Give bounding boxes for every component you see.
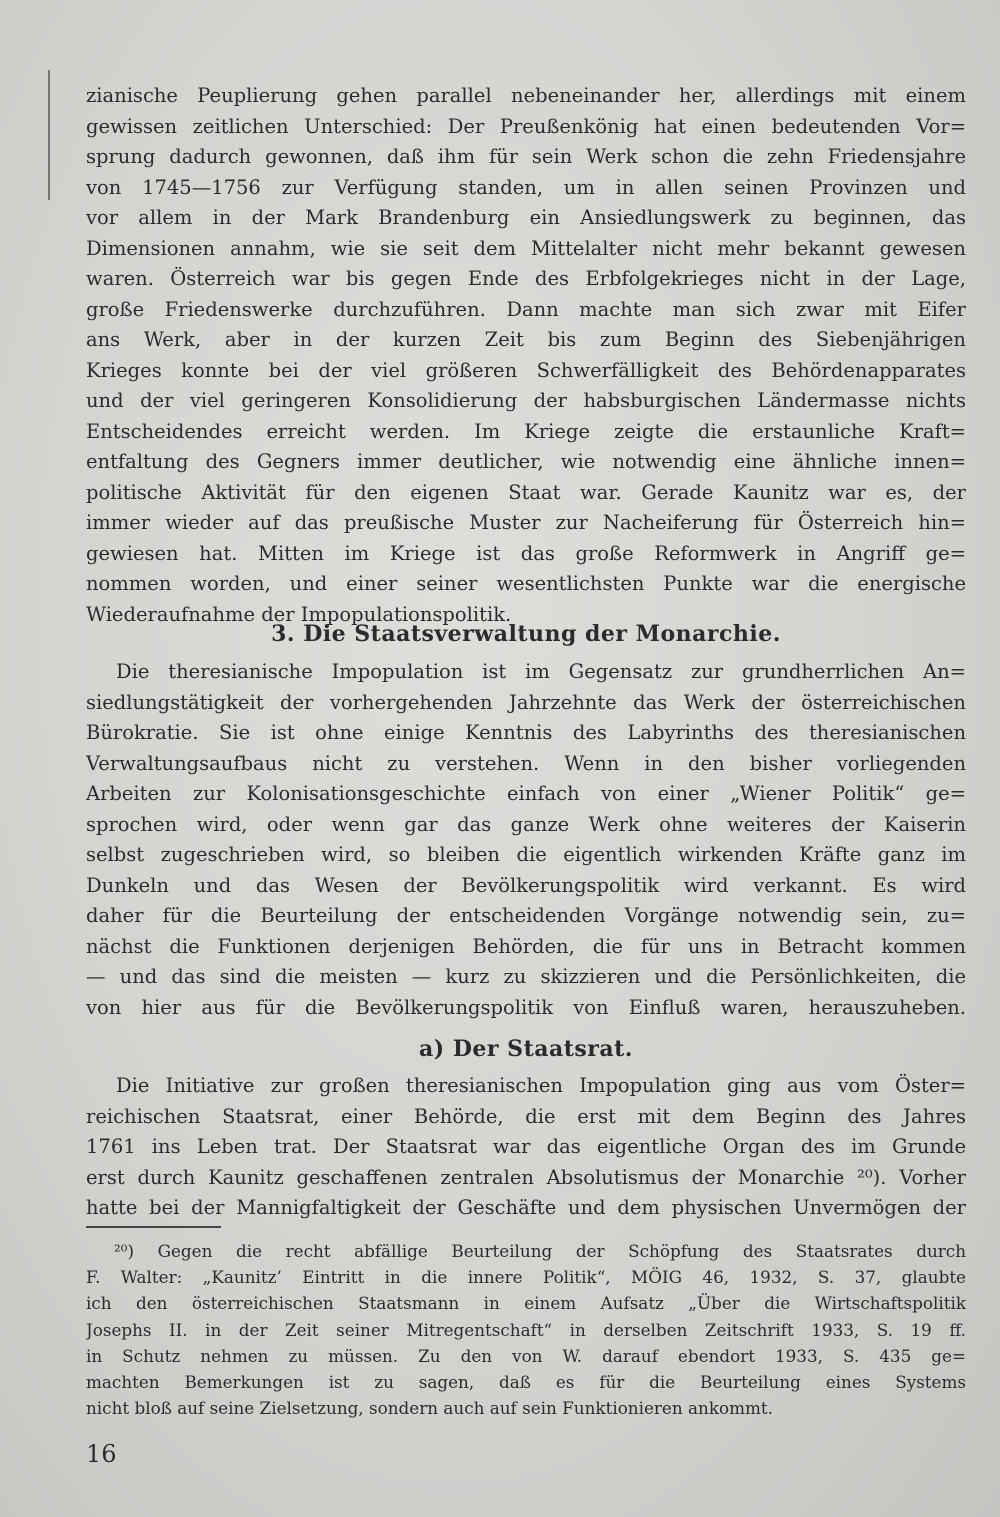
text-line: Arbeiten zur Kolonisationsgeschichte einfach von einer „Wiener Politik“ ge=: [86, 782, 966, 805]
text-line: 1761 ins Leben trat. Der Staatsrat war das eigentliche Organ des im Grunde: [86, 1135, 966, 1158]
footnote-divider: [86, 1226, 221, 1228]
text-line: siedlungstätigkeit der vorhergehenden Jahrzehnte das Werk der österreichischen: [86, 690, 966, 714]
text-line: zianische Peuplierung gehen parallel nebeneinander her, allerdings mit einem: [86, 84, 966, 107]
text-line: waren. Österreich war bis gegen Ende des Erbfolgekrieges nicht in der Lage,: [86, 267, 966, 290]
margin-pencil-mark: [48, 70, 50, 200]
text-line: Verwaltungsaufbaus nicht zu verstehen. Wenn in den bisher vorliegenden: [86, 751, 966, 775]
footnote-line: in Schutz nehmen zu müssen. Zu den von W. darauf ebendort 1933, S. 435 ge=: [86, 1345, 966, 1366]
footnote: [86, 1238, 966, 1421]
footnote-line: F. Walter: „Kaunitz’ Eintritt in die innere Politik“, MÖIG 46, 1932, S. 37, glaubte: [86, 1267, 966, 1288]
body-paragraph-section: [86, 657, 966, 1023]
text-line: Wiederaufnahme der Impopulationspolitik.: [86, 602, 512, 626]
page-number: 16: [86, 1440, 117, 1468]
text-line: reichischen Staatsrat, einer Behörde, die erst mit dem Beginn des Jahres: [86, 1104, 966, 1128]
text-line: Die theresianische Impopulation ist im Gegensatz zur grundherrlichen An=: [116, 660, 966, 683]
text-line: selbst zugeschrieben wird, so bleiben die eigentlich wirkenden Kräfte ganz im: [86, 843, 966, 866]
text-line: nächst die Funktionen derjenigen Behörden, die für uns in Betracht kommen: [86, 934, 966, 958]
text-line: sprung dadurch gewonnen, daß ihm für sein Werk schon die zehn Friedensjahre: [86, 145, 966, 168]
body-paragraph-top: [86, 81, 966, 630]
section-heading: 3. Die Staatsverwaltung der Monarchie.: [271, 621, 781, 647]
text-line: nommen worden, und einer seiner wesentlichsten Punkte war die energische: [86, 572, 966, 595]
text-line: daher für die Beurteilung der entscheidenden Vorgänge notwendig sein, zu=: [86, 904, 966, 927]
text-line: ans Werk, aber in der kurzen Zeit bis zum Beginn des Siebenjährigen: [86, 328, 966, 351]
text-line: gewissen zeitlichen Unterschied: Der Preußenkönig hat einen bedeutenden Vor=: [86, 114, 966, 138]
text-line: Dunkeln und das Wesen der Bevölkerungspolitik wird verkannt. Es wird: [86, 873, 966, 897]
text-line: Entscheidendes erreicht werden. Im Kriege zeigte die erstaunliche Kraft=: [86, 419, 966, 443]
text-line: sprochen wird, oder wenn gar das ganze Werk ohne weiteres der Kaiserin: [86, 812, 966, 836]
subsection-heading: a) Der Staatsrat.: [419, 1036, 633, 1062]
text-line: große Friedenswerke durchzuführen. Dann machte man sich zwar mit Eifer: [86, 297, 966, 321]
text-line: erst durch Kaunitz geschaffenen zentralen Absolutismus der Monarchie ²⁰). Vorher: [86, 1165, 966, 1189]
text-line: entfaltung des Gegners immer deutlicher, wie notwendig eine ähnliche innen=: [86, 450, 966, 473]
text-line: Bürokratie. Sie ist ohne einige Kenntnis des Labyrinths des theresianischen: [86, 721, 966, 744]
text-line: — und das sind die meisten — kurz zu skizzieren und die Persönlichkeiten, die: [86, 965, 966, 988]
text-line: von hier aus für die Bevölkerungspolitik von Einfluß waren, herauszuheben.: [86, 995, 966, 1019]
text-line: Dimensionen annahm, wie sie seit dem Mittelalter nicht mehr bekannt gewesen: [86, 236, 966, 260]
body-paragraph-subsection: [86, 1071, 966, 1224]
text-line: gewiesen hat. Mitten im Kriege ist das große Reformwerk in Angriff ge=: [86, 541, 966, 565]
text-line: Krieges konnte bei der viel größeren Schwerfälligkeit des Behördenapparates: [86, 358, 966, 382]
text-line: politische Aktivität für den eigenen Staat war. Gerade Kaunitz war es, der: [86, 480, 966, 504]
footnote-line: machten Bemerkungen ist zu sagen, daß es für die Beurteilung eines Systems: [86, 1371, 966, 1392]
footnote-line: ich den österreichischen Staatsmann in einem Aufsatz „Über die Wirtschaftspolitik: [86, 1293, 966, 1314]
text-line: von 1745—1756 zur Verfügung standen, um in allen seinen Provinzen und: [86, 175, 966, 199]
footnote-line: nicht bloß auf seine Zielsetzung, sondern auch auf sein Funktionieren ankommt.: [86, 1398, 773, 1419]
text-line: Die Initiative zur großen theresianischen Impopulation ging aus vom Öster=: [116, 1074, 966, 1097]
text-line: hatte bei der Mannigfaltigkeit der Geschäfte und dem physischen Unvermögen der: [86, 1196, 966, 1219]
footnote-line: ²⁰) Gegen die recht abfällige Beurteilung der Schöpfung des Staatsrates durch: [114, 1241, 966, 1261]
text-line: immer wieder auf das preußische Muster zur Nacheiferung für Österreich hin=: [86, 511, 966, 534]
footnote-line: Josephs II. in der Zeit seiner Mitregentschaft“ in derselben Zeitschrift 1933, S. 19 ff.: [86, 1319, 966, 1340]
text-line: und der viel geringeren Konsolidierung der habsburgischen Ländermasse nichts: [86, 389, 966, 412]
text-line: vor allem in der Mark Brandenburg ein Ansiedlungswerk zu beginnen, das: [86, 206, 966, 229]
